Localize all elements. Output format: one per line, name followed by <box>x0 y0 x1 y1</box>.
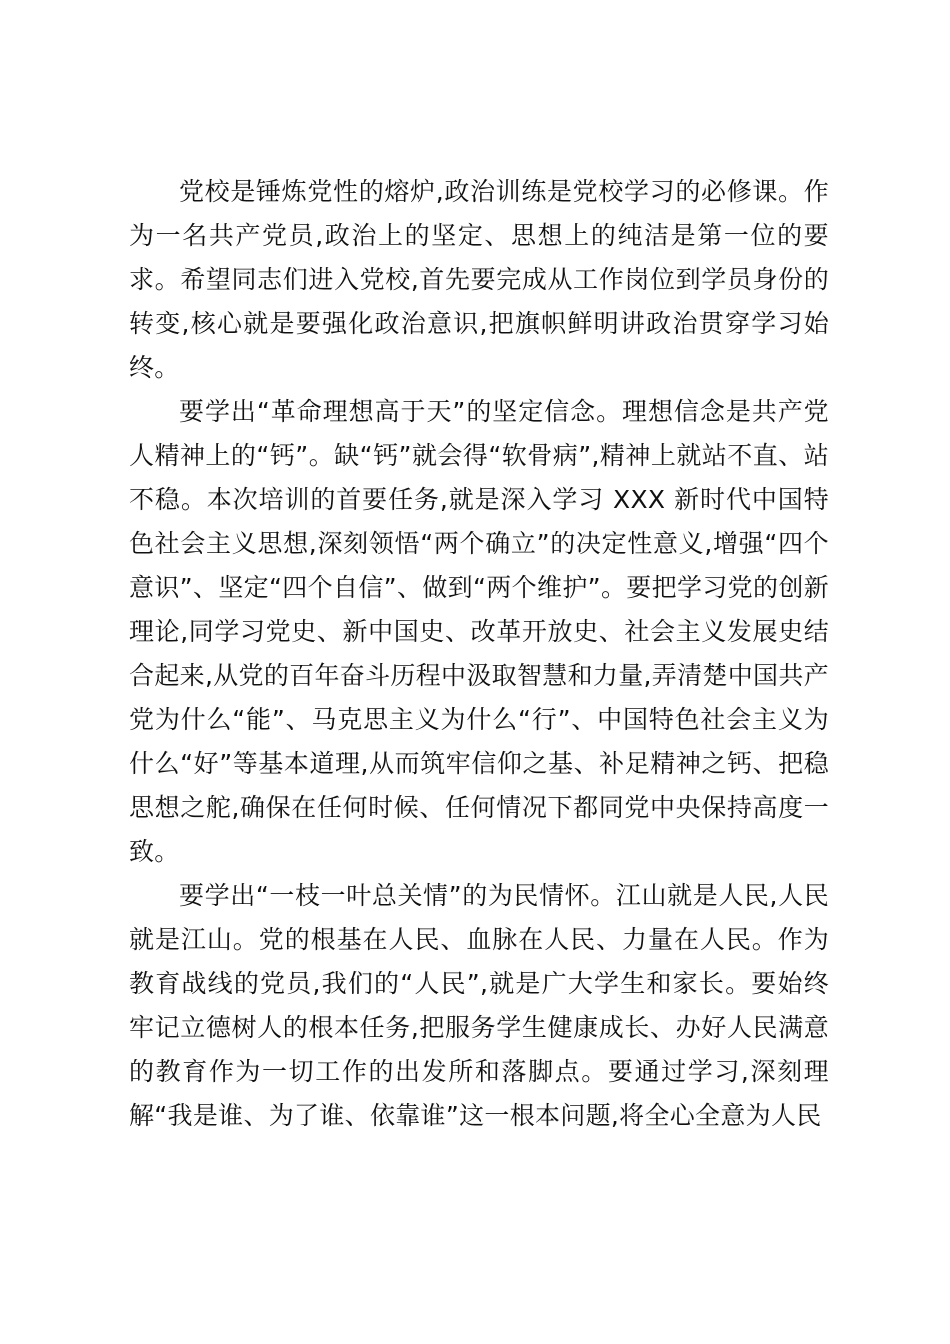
paragraph-ideals-beliefs: 要学出“革命理想高于天”的坚定信念。理想信念是共产党人精神上的“钙”。缺“钙”就会得“软骨病”,精神上就站不直、站不稳。本次培训的首要任务,就是深入学习 XXX 新时代中国特色社会主义思想,深刻领悟“两个确立”的决定性意义,增强“四个意识”、坚定“四个自信”、做到“两个维护”。要把学习党的创新理论,同学习党史、新中国史、改革开放史、社会主义发展史结合起来,从党的百年奋斗历程中汲取智慧和力量,弄清楚中国共产党为什么“能”、马克思主义为什么“行”、中国特色社会主义为什么“好”等基本道理,从而筑牢信仰之基、补足精神之钙、把稳思想之舵,确保在任何时候、任何情况下都同党中央保持高度一致。 <box>129 397 829 866</box>
paragraph-party-school: 党校是锤炼党性的熔炉,政治训练是党校学习的必修课。作为一名共产党员,政治上的坚定、思想上的纯洁是第一位的要求。希望同志们进入党校,首先要完成从工作岗位到学员身份的转变,核心就是要强化政治意识,把旗帜鲜明讲政治贯穿学习始终。 <box>129 177 829 382</box>
paragraph-people-sentiment: 要学出“一枝一叶总关情”的为民情怀。江山就是人民,人民就是江山。党的根基在人民、血脉在人民、力量在人民。作为教育战线的党员,我们的“人民”,就是广大学生和家长。要始终牢记立德树人的根本任务,把服务学生健康成长、办好人民满意的教育作为一切工作的出发所和落脚点。要通过学习,深刻理解“我是谁、为了谁、依靠谁”这一根本问题,将全心全意为人民 <box>129 881 829 1130</box>
document-body <box>129 170 829 1138</box>
